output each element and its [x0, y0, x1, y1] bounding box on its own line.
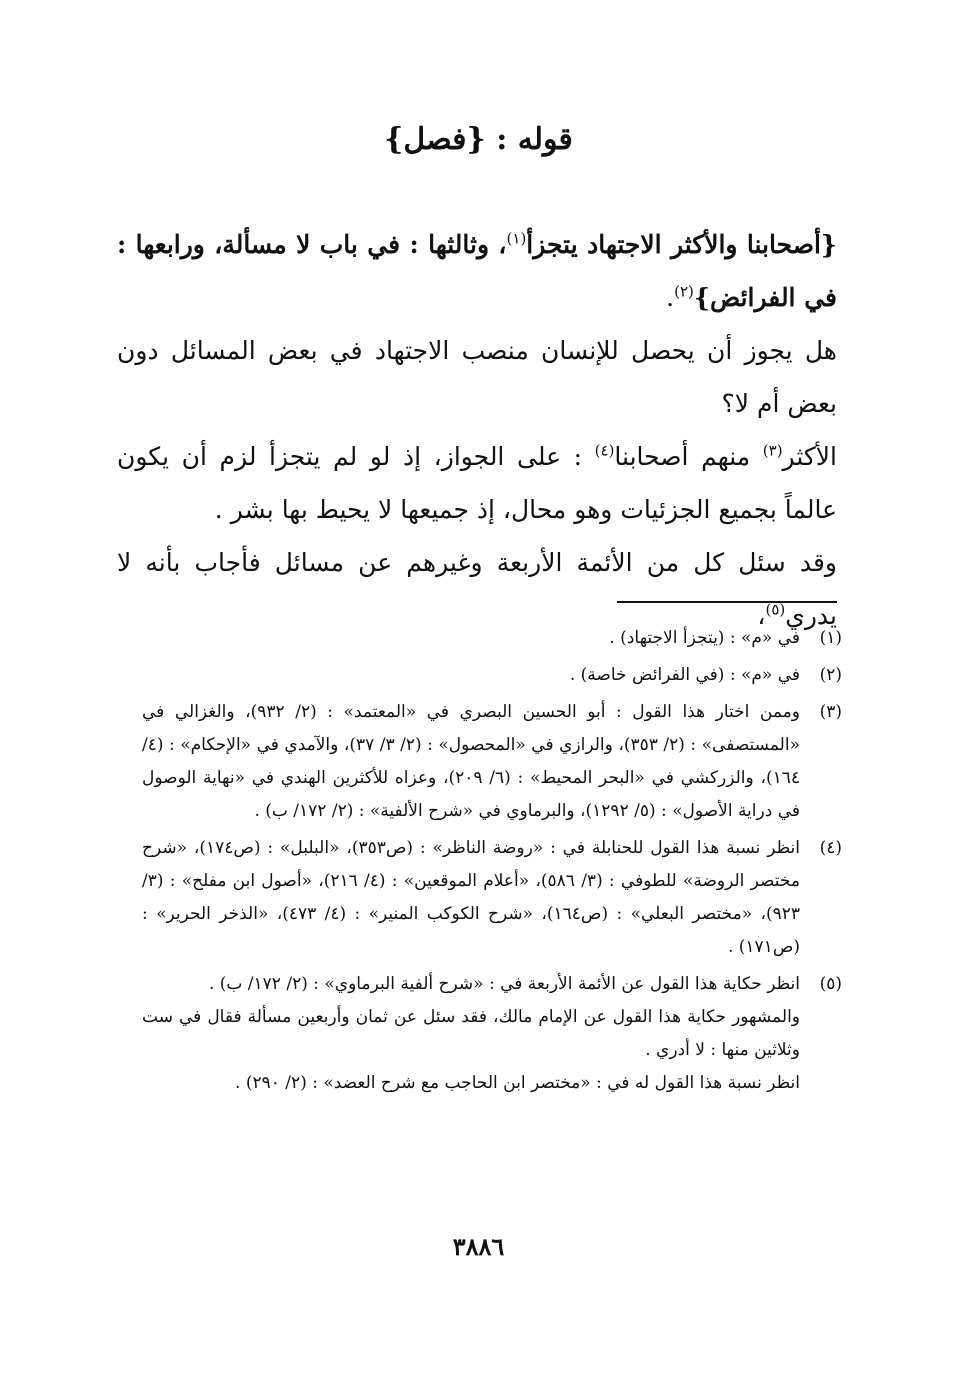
- footnote-ref-5: (٥): [765, 600, 786, 619]
- footnote-separator: [617, 601, 837, 603]
- footnote-item: [142, 696, 842, 828]
- footnote-text: [142, 832, 800, 964]
- footnote-line: انظر نسبة هذا القول له في : «مختصر ابن الحاجب مع شرح العضد» : (٢/ ٢٩٠) .: [235, 1073, 800, 1093]
- footnote-number: (١): [819, 628, 842, 648]
- footnote-ref-4: (٤): [594, 441, 615, 460]
- answer-text-c: : على الجواز، إذ لو لم يتجزأ لزم أن يكون عالماً بجميع الجزئيات وهو محال، إذ جميعها لا يحيط بها بشر .: [117, 442, 837, 524]
- footnote-number: (٢): [819, 665, 842, 685]
- heading-prefix: قوله :: [485, 122, 573, 157]
- footnote-line: وممن اختار هذا القول : أبو الحسين البصري في «المعتمد» : (٢/ ٩٣٢)، والغزالي في «المستصفى» : (٢/ ٣٥٣)، والرازي في «المحصول» : (٢/ ٣/ ٣٧)، والآمدي في «الإحكام» : (٤/ ١٦٤)، والزركشي في «البحر المحيط» : (٦/ ٢٠٩)، وعزاه للأكثرين الهندي في «نهاية الوصول في دراية الأصول» : (٥/ ١٢٩٢)، والبرماوي في «شرح الألفية» : (٢/ ١٧٢/ ب) .: [142, 702, 800, 821]
- footnote-line: والمشهور حكاية هذا القول عن الإمام مالك، فقد سئل عن ثمان وأربعين مسألة فقال في ست وثلاثين منها : لا أدري .: [142, 1007, 800, 1060]
- footnote-item: [142, 622, 842, 655]
- quote-text-end: .: [666, 283, 675, 312]
- page-number: ٣٨٨٦: [452, 1232, 505, 1261]
- answer-text-b: منهم أصحابنا: [614, 442, 763, 471]
- footnote-number: (٥): [819, 974, 842, 994]
- quote-text-middle: ، وثالثها : في باب لا مسألة، ورابعها : في الفرائض}: [117, 230, 837, 312]
- answer-text-a: الأكثر: [782, 442, 837, 471]
- footnote-text: [142, 622, 800, 655]
- imams-text-b: ،: [757, 601, 766, 630]
- footnote-ref-1: (١): [506, 229, 527, 248]
- footnote-ref-2: (٢): [674, 282, 694, 301]
- imams-text-a: وقد سئل كل من الأئمة الأربعة وغيرهم عن مسائل فأجاب بأنه لا يدري: [117, 548, 837, 630]
- paragraph-question: هل يجوز أن يحصل للإنسان منصب الاجتهاد في بعض المسائل دون بعض أم لا؟: [117, 336, 837, 418]
- footnote-item: [142, 968, 842, 1100]
- main-text: [117, 218, 837, 642]
- footnote-line: في «م» : (في الفرائض خاصة) .: [569, 665, 800, 685]
- heading-title: {فصل}: [384, 122, 486, 157]
- footnote-text: [142, 696, 800, 828]
- footnote-item: [142, 659, 842, 692]
- footnote-line: انظر حكاية هذا القول عن الأئمة الأربعة في : «شرح ألفية البرماوي» : (٢/ ١٧٢/ ب) .: [208, 974, 800, 994]
- footnote-text: [142, 659, 800, 692]
- footnote-line: انظر نسبة هذا القول للحنابلة في : «روضة الناظر» : (ص٣٥٣)، «البلبل» : (ص١٧٤)، «شرح مختصر الروضة» للطوفي : (٣/ ٥٨٦)، «أعلام الموقعين» : (٤/ ٢١٦)، «أصول ابن مفلح» : (٣/ ٩٢٣)، «مختصر البعلي» : (ص١٦٤)، «شرح الكوكب المنير» : (٤/ ٤٧٣)، «الذخر الحرير» : (ص١٧١) .: [142, 838, 800, 957]
- footnote-number: (٤): [819, 838, 842, 858]
- paragraph-quote: [117, 218, 837, 324]
- paragraph-answer: [117, 430, 837, 536]
- footnote-number: (٣): [819, 702, 842, 722]
- footnote-item: [142, 832, 842, 964]
- footnote-text: [142, 968, 800, 1100]
- footnote-line: في «م» : (يتجزأ الاجتهاد) .: [609, 628, 800, 648]
- footnotes: [142, 622, 842, 1104]
- footnote-ref-3: (٣): [762, 441, 783, 460]
- quote-text-start: {أصحابنا والأكثر الاجتهاد يتجزأ: [526, 230, 837, 259]
- section-heading: [0, 118, 957, 162]
